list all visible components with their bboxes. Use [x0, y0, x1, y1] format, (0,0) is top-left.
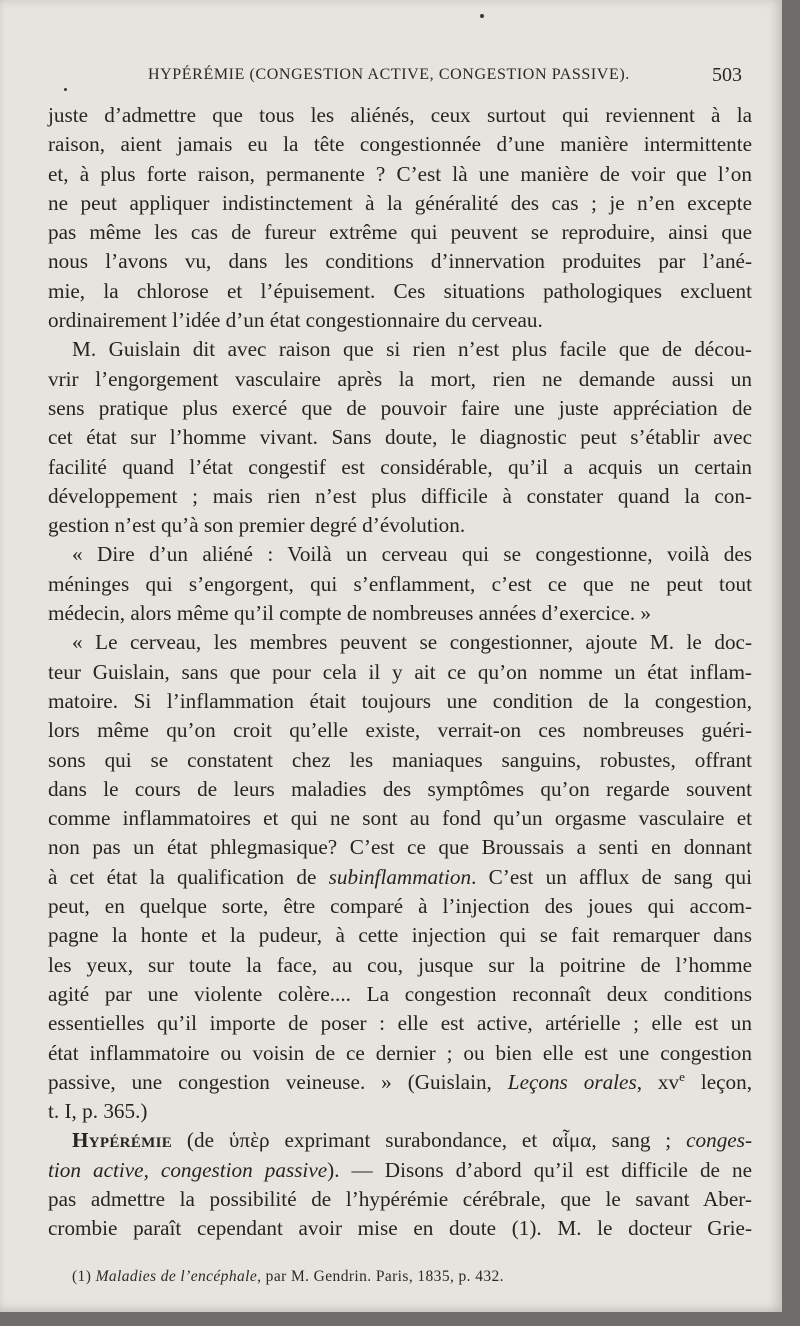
- italic-citation: Leçons orales: [507, 1069, 637, 1094]
- text-line: pas même les cas de fureur extrême qui peuvent se reproduire, ainsi que: [48, 220, 752, 245]
- italic-term: subinflammation: [328, 864, 472, 889]
- footnote-text: , par M. Gendrin. Paris, 1835, p. 432.: [257, 1268, 504, 1285]
- text-line: ne peut appliquer indistinctement à la généralité des cas ; je n’en excepte: [48, 190, 752, 215]
- text-line: teur Guislain, sans que pour cela il y ait ce qu’on nomme un état inflam-: [48, 659, 752, 684]
- text-run: . C’est un afflux de sang qui: [471, 864, 752, 889]
- text-line: [48, 1156, 752, 1185]
- text-line: facilité quand l’état congestif est considérable, qu’il a acquis un certain: [48, 454, 752, 479]
- text-line: [48, 1126, 752, 1155]
- text-run: , xv: [636, 1069, 680, 1094]
- text-line: peut, en quelque sorte, être comparé à l’injection des joues qui accom-: [48, 894, 752, 919]
- text-line: méninges qui s’engorgent, qui s’enflamment, c’est ce que ne peut tout: [48, 571, 752, 596]
- text-line: juste d’admettre que tous les aliénés, ceux surtout qui reviennent à la: [48, 103, 752, 127]
- footnote-title: Maladies de l’encéphale: [95, 1268, 258, 1285]
- text-line: vrir l’engorgement vasculaire après la mort, rien ne demande aussi un: [48, 366, 752, 391]
- running-head: [48, 64, 742, 92]
- ink-speck: [480, 14, 484, 18]
- text-line: agité par une violente colère.... La congestion reconnaît deux conditions: [48, 981, 752, 1006]
- italic-term: tion active, congestion passive: [48, 1157, 328, 1182]
- text-line: nous l’avons vu, dans les conditions d’innervation produites par l’ané-: [48, 249, 752, 274]
- text-run: ). — Disons d’abord qu’il est difficile de ne: [327, 1157, 752, 1182]
- text-line: gestion n’est qu’à son premier degré d’évolution.: [48, 513, 466, 538]
- text-line: [48, 863, 752, 892]
- text-run: (de ὑπὲρ exprimant surabondance, et αἷμα, sang ;: [172, 1128, 672, 1153]
- text-line: matoire. Si l’inflammation était toujours une condition de la congestion,: [48, 688, 752, 713]
- superscript: e: [679, 1068, 685, 1084]
- text-line: mie, la chlorose et l’épuisement. Ces situations pathologiques excluent: [48, 278, 752, 303]
- footnote-marker: (1): [72, 1268, 92, 1285]
- text-line: médecin, alors même qu’il compte de nombreuses années d’exercice. »: [48, 601, 652, 626]
- text-run: à cet état la qualification de: [48, 864, 317, 889]
- text-line: lors même qu’on croit qu’elle existe, verrait-on ces nombreuses guéri-: [48, 718, 752, 743]
- text-line: crombie paraît cependant avoir mise en doute (1). M. le docteur Grie-: [48, 1216, 752, 1241]
- text-line: cet état sur l’homme vivant. Sans doute, le diagnostic peut s’établir avec: [48, 425, 752, 450]
- text-line: dans le cours de leurs maladies des symptômes qu’on regarde souvent: [48, 776, 752, 801]
- text-line: les yeux, sur toute la face, au cou, jusque sur la poitrine de l’homme: [48, 952, 752, 977]
- text-line: t. I, p. 365.): [48, 1099, 148, 1124]
- text-line: « Dire d’un aliéné : Voilà un cerveau qui se congestionne, voilà des: [72, 542, 752, 567]
- section-heading: Hypérémie: [72, 1128, 173, 1153]
- text-line: raison, aient jamais eu la tête congestionnée d’une manière intermittente: [48, 132, 752, 157]
- italic-term: conges-: [686, 1128, 752, 1153]
- page-number: 503: [712, 64, 742, 86]
- text-line: essentielles qu’il importe de poser : elle est active, artérielle ; elle est un: [48, 1011, 752, 1036]
- text-line: « Le cerveau, les membres peuvent se congestionner, ajoute M. le doc-: [72, 630, 752, 655]
- text-line: sons qui se constatent chez les maniaques sanguins, robustes, offrant: [48, 747, 752, 772]
- text-run: passive, une congestion veineuse. » (Guislain,: [48, 1069, 492, 1094]
- text-line: M. Guislain dit avec raison que si rien n’est plus facile que de décou-: [72, 337, 752, 362]
- text-line: pagne la honte et la pudeur, à cette injection qui se fait remarquer dans: [48, 923, 752, 948]
- text-body: [48, 101, 752, 1244]
- running-title: HYPÉRÉMIE (CONGESTION ACTIVE, CONGESTION PASSIVE).: [148, 66, 630, 83]
- text-line: non pas un état phlegmasique? C’est ce que Broussais a senti en donnant: [48, 835, 752, 860]
- text-line: état inflammatoire ou voisin de ce dernier ; ou bien elle est une congestion: [48, 1040, 752, 1065]
- text-line: sens pratique plus exercé que de pouvoir faire une juste appréciation de: [48, 395, 752, 420]
- text-line: et, à plus forte raison, permanente ? C’est là une manière de voir que l’on: [48, 161, 752, 186]
- text-line: développement ; mais rien n’est plus difficile à constater quand la con-: [48, 483, 752, 508]
- text-line: ordinairement l’idée d’un état congestionnaire du cerveau.: [48, 308, 543, 333]
- text-line: comme inflammatoires et qui ne sont au fond qu’un orgasme vasculaire et: [48, 806, 752, 831]
- text-line: [48, 1068, 752, 1097]
- text-line: pas admettre la possibilité de l’hypérémie cérébrale, que le savant Aber-: [48, 1186, 752, 1211]
- footnote: [72, 1268, 712, 1286]
- text-run: leçon,: [684, 1069, 753, 1094]
